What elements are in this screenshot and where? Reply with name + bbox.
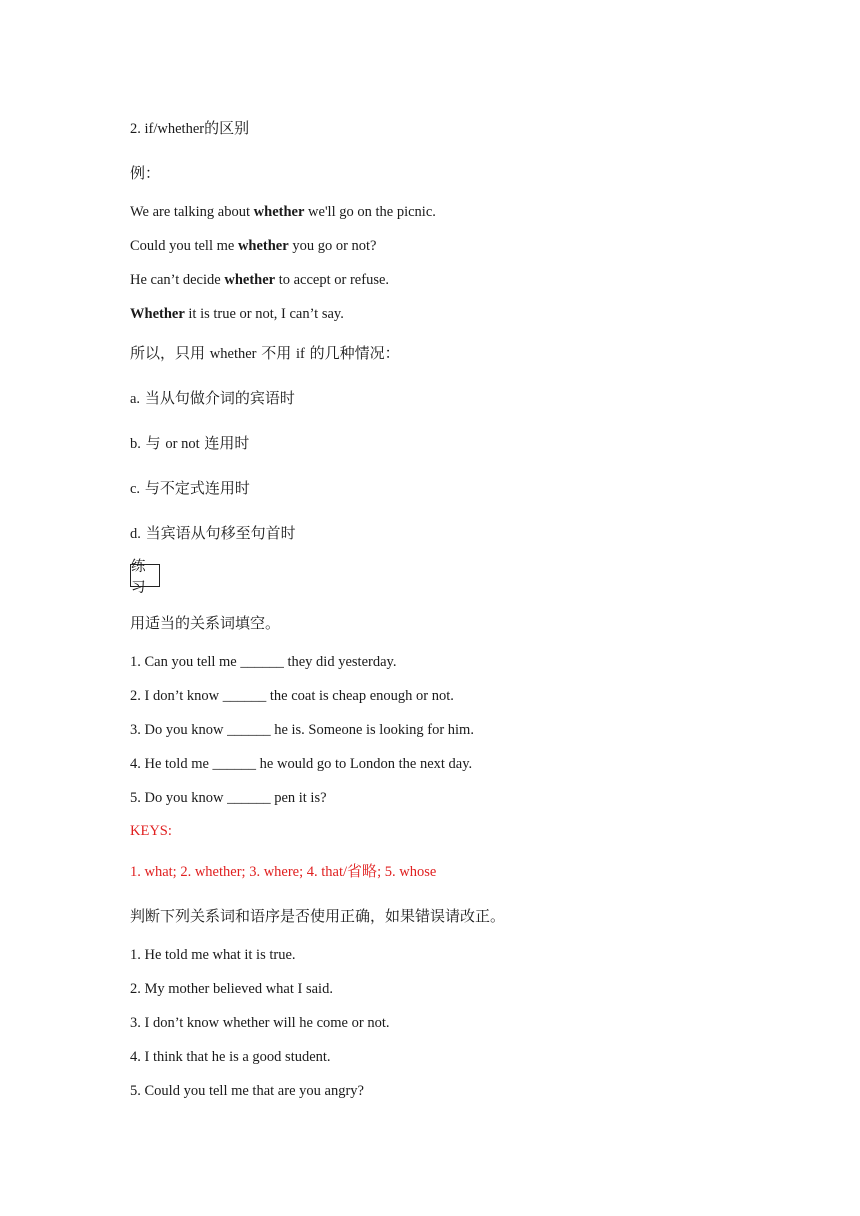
rule-intro [130, 343, 400, 364]
example-sentence [130, 270, 389, 290]
exercise1-item: 3. Do you know ______ he is. Someone is looking for him. [130, 722, 474, 738]
exercise2-item: 5. Could you tell me that are you angry? [130, 1083, 364, 1099]
example-keyword: whether [253, 204, 305, 220]
heading-title: 的区别 [204, 119, 250, 137]
section-heading [130, 118, 249, 139]
example-text: you go or not? [288, 238, 377, 254]
example-keyword: whether [237, 238, 289, 254]
example-sentence [130, 202, 436, 222]
example-label: 例： [130, 164, 161, 182]
exercise2-item: 4. I think that he is a good student. [130, 1049, 331, 1065]
rule-text: 与 [140, 434, 166, 452]
example-keyword: whether [224, 272, 276, 288]
exercise1-item: 5. Do you know ______ pen it is? [130, 790, 327, 806]
example-text: we'll go on the picnic. [304, 204, 436, 220]
exercise2-item: 3. I don’t know whether will he come or not. [130, 1015, 390, 1031]
example-sentence [130, 304, 344, 324]
keys-label: KEYS: [130, 823, 172, 839]
rule-letter: d. [130, 526, 141, 542]
rule-intro-text: 不用 [256, 344, 297, 362]
exercise2-item: 1. He told me what it is true. [130, 947, 296, 963]
example-text: Could you tell me [130, 238, 238, 254]
example-text: He can’t decide [130, 272, 225, 288]
exercise1-item: 4. He told me ______ he would go to London the next day. [130, 756, 473, 772]
rule-item [130, 478, 250, 499]
practice-label: 练习 [130, 564, 160, 587]
keys-text: ; 5. whose [377, 864, 437, 880]
heading-number: 2. if/whether [130, 121, 205, 137]
rule-intro-text: 所以，只用 [130, 344, 210, 362]
rule-text: 连用时 [199, 434, 250, 452]
keys-text: 省略 [347, 862, 378, 880]
rule-text: 与不定式连用时 [140, 479, 250, 497]
rule-intro-word: if [296, 346, 305, 362]
exercise2-instruction: 判断下列关系词和语序是否使用正确，如果错误请改正。 [130, 907, 506, 925]
rule-item [130, 388, 295, 409]
rule-letter: c. [130, 481, 141, 497]
example-text: to accept or refuse. [275, 272, 390, 288]
rule-text: 当宾语从句移至句首时 [140, 524, 296, 542]
rule-letter: a. [130, 391, 141, 407]
rule-text: 当从句做介词的宾语时 [140, 389, 295, 407]
keys-answers [130, 861, 436, 882]
rule-item [130, 523, 296, 544]
rule-latin: or not [165, 436, 200, 452]
example-text: it is true or not, I can’t say. [184, 306, 344, 322]
keys-text: 1. what; 2. whether; 3. where; 4. that/ [130, 864, 348, 880]
rule-letter: b. [130, 436, 141, 452]
example-text: We are talking about [130, 204, 254, 220]
rule-item [130, 433, 249, 454]
exercise1-instruction: 用适当的关系词填空。 [130, 614, 281, 632]
rule-intro-text: 的几种情况： [304, 344, 400, 362]
example-keyword: Whether [130, 306, 185, 322]
exercise2-item: 2. My mother believed what I said. [130, 981, 333, 997]
exercise1-item: 1. Can you tell me ______ they did yesterday. [130, 654, 397, 670]
rule-intro-word: whether [209, 346, 257, 362]
example-sentence [130, 236, 376, 256]
exercise1-item: 2. I don’t know ______ the coat is cheap enough or not. [130, 688, 454, 704]
